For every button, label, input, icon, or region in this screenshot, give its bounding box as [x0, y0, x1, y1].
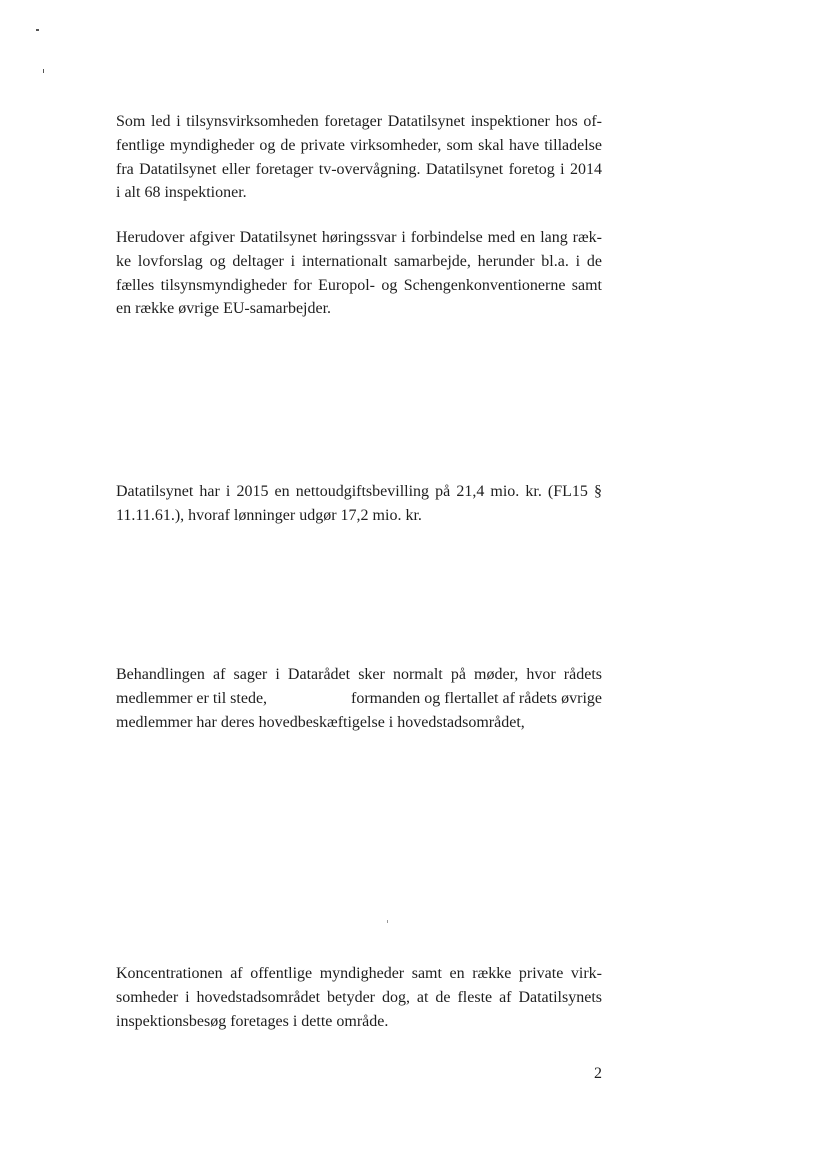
scan-speck: [43, 69, 44, 73]
text-line: somheder i hovedstadsområdet betyder dog, at de fleste af Datatilsynets: [116, 988, 602, 1006]
text-line: i alt 68 inspektioner.: [116, 184, 247, 202]
scan-speck: [36, 29, 39, 31]
text-line: 11.11.61.), hvoraf lønninger udgør 17,2 mio. kr.: [116, 506, 422, 524]
text-line: inspektionsbesøg foretages i dette område.: [116, 1012, 389, 1030]
scan-speck: [387, 920, 388, 923]
text-line: Herudover afgiver Datatilsynet høringssvar i forbindelse med en lang ræk-: [116, 229, 602, 246]
paragraph-concentration: [116, 962, 602, 1033]
paragraph-consultations: [116, 226, 602, 321]
text-line: en række øvrige EU-samarbejder.: [116, 300, 332, 318]
text-segment: medlemmer er til stede,: [116, 689, 268, 707]
text-line: Behandlingen af sager i Datarådet sker normalt på møder, hvor rådets: [116, 666, 602, 683]
text-line: medlemmer har deres hovedbeskæftigelse i hovedstadsområdet,: [116, 713, 525, 731]
text-line: Som led i tilsynsvirksomheden foretager Datatilsynet inspektioner hos of-: [116, 113, 602, 130]
text-line: Datatilsynet har i 2015 en nettoudgiftsbevilling på 21,4 mio. kr. (FL15 §: [116, 483, 602, 500]
paragraph-budget: [116, 480, 602, 528]
text-line: fælles tilsynsmyndigheder for Europol- og Schengenkonventionerne samt: [116, 276, 602, 294]
paragraph-inspections: [116, 110, 602, 205]
text-line: ke lovforslag og deltager i internationalt samarbejde, herunder bl.a. i de: [116, 252, 602, 270]
text-segment: formanden og flertallet af rådets øvrige: [351, 689, 602, 707]
text-line: fentlige myndigheder og de private virksomheder, som skal have tilladelse: [116, 136, 602, 154]
text-line-with-gap: [116, 687, 602, 711]
page-number: 2: [594, 1065, 602, 1082]
paragraph-council-meetings: [116, 663, 602, 734]
text-line: fra Datatilsynet eller foretager tv-overvågning. Datatilsynet foretog i 2014: [116, 160, 602, 178]
text-line: Koncentrationen af offentlige myndigheder samt en række private virk-: [116, 965, 602, 982]
